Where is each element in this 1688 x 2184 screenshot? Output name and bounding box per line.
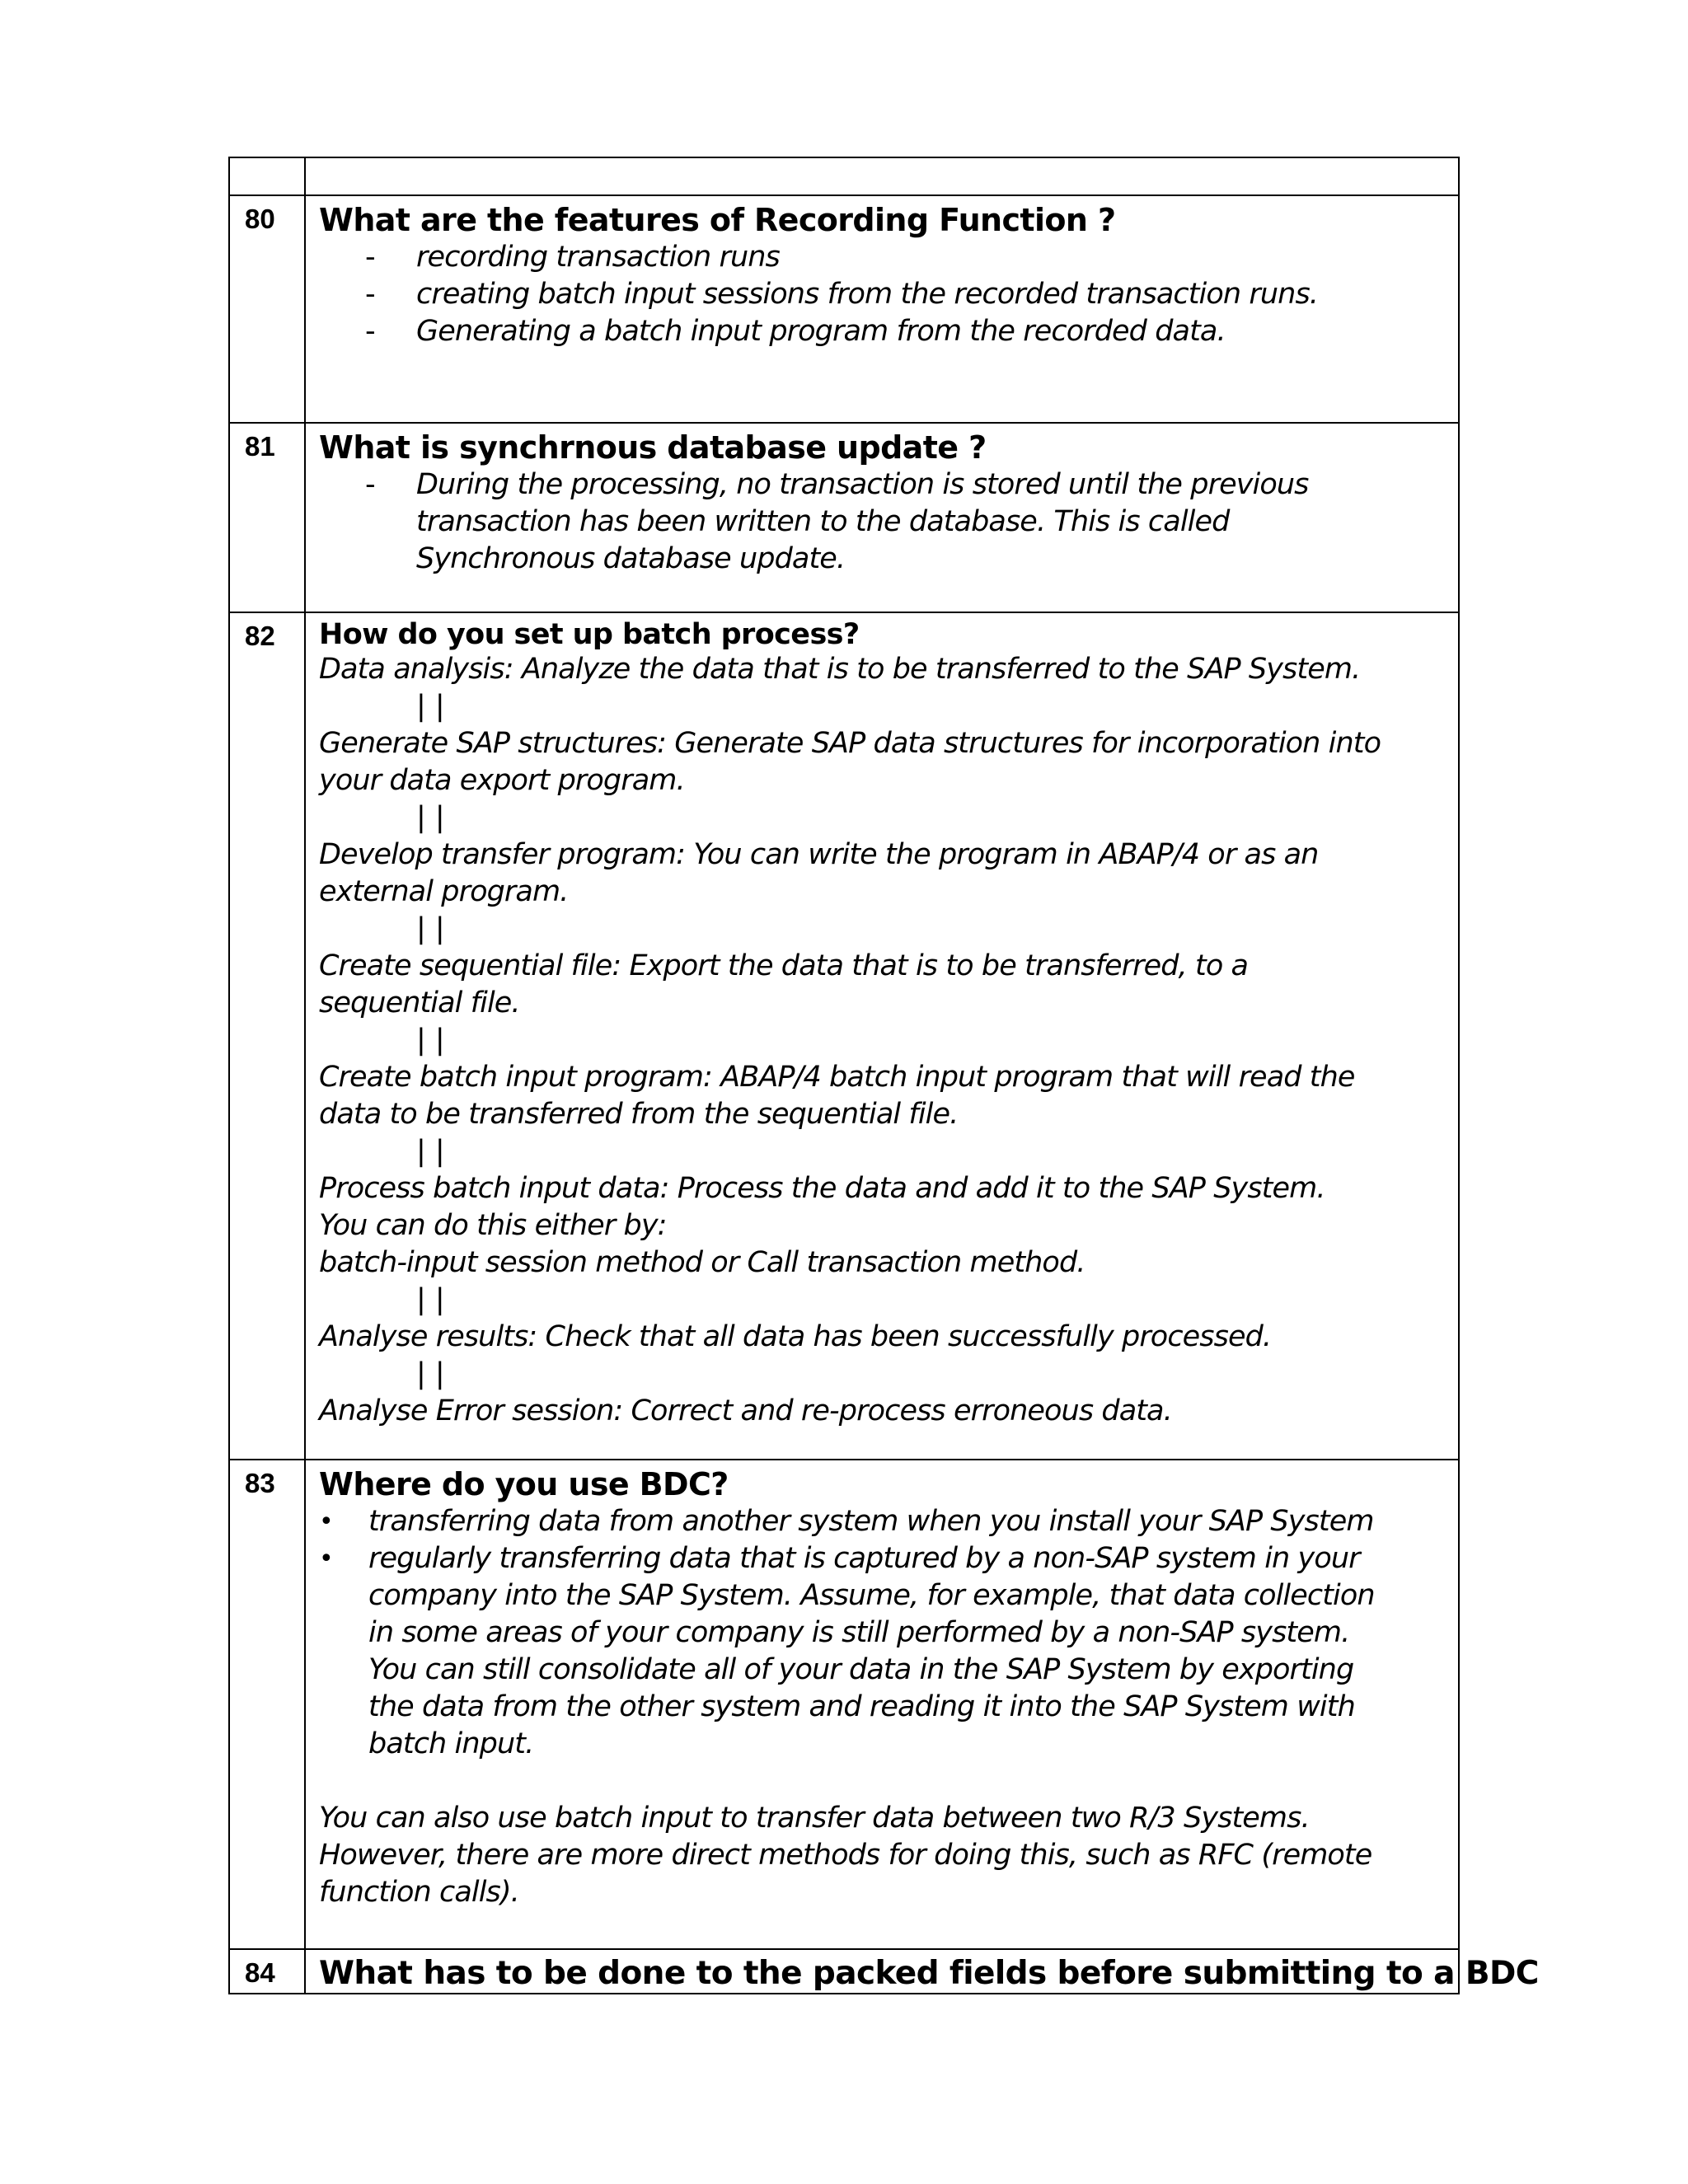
flow-connector: | | — [416, 801, 445, 834]
bullet-marker: • — [319, 1544, 333, 1573]
flow-connector: | | — [416, 1357, 445, 1390]
step-line: Process batch input data: Process the data and add it to the SAP System. — [319, 1172, 1325, 1205]
step-line: You can do this either by: — [319, 1209, 667, 1242]
dash-item: - During the processing, no transaction is stored until the previous — [319, 466, 1442, 504]
spacer — [319, 1763, 1442, 1800]
dash-item: - creating batch input sessions from the recorded transaction runs. — [319, 276, 1442, 313]
question-number: 80 — [229, 195, 305, 423]
bullet-item: • transferring data from another system when you install your SAP System — [319, 1503, 1442, 1540]
answer-cell — [305, 195, 1459, 423]
table-row — [229, 1460, 1459, 1949]
table-header-row — [229, 157, 1459, 195]
step-line: Data analysis: Analyze the data that is to be transferred to the SAP System. — [319, 653, 1361, 686]
bullet-continuation: batch input. — [368, 1727, 534, 1760]
note-line: function calls). — [319, 1876, 519, 1909]
dash-marker: - — [365, 315, 375, 348]
step-line: Create sequential file: Export the data that is to be transferred, to a — [319, 949, 1249, 982]
bullet-item: • regularly transferring data that is captured by a non-SAP system in your — [319, 1540, 1442, 1577]
qa-table — [228, 157, 1539, 1994]
step-line: external program. — [319, 875, 569, 908]
question-number: 81 — [229, 423, 305, 612]
question-number: 84 — [229, 1949, 305, 1994]
step-line: data to be transferred from the sequential file. — [319, 1098, 959, 1131]
table-row — [229, 1949, 1459, 1994]
question-title: What has to be done to the packed fields before submitting to a BDC — [319, 1955, 1539, 1992]
dash-marker: - — [365, 241, 375, 274]
bullet-continuation: the data from the other system and reading it into the SAP System with — [368, 1690, 1355, 1723]
flow-connector: | | — [416, 690, 445, 723]
question-number: 82 — [229, 612, 305, 1460]
dash-marker: - — [365, 278, 375, 311]
dash-item: - Generating a batch input program from the recorded data. — [319, 313, 1442, 350]
question-title: What are the features of Recording Function ? — [319, 202, 1116, 238]
answer-cell — [305, 612, 1459, 1460]
step-line: your data export program. — [319, 764, 685, 797]
step-line: batch-input session method or Call transaction method. — [319, 1246, 1085, 1279]
flow-connector: | | — [416, 1283, 445, 1316]
note-line: You can also use batch input to transfer data between two R/3 Systems. — [319, 1802, 1310, 1835]
flow-connector: | | — [416, 1135, 445, 1168]
answer-line: Synchronous database update. — [416, 542, 846, 575]
step-line: Analyse Error session: Correct and re-process erroneous data. — [319, 1394, 1172, 1427]
question-title: How do you set up batch process? — [319, 618, 860, 651]
dash-item: - recording transaction runs — [319, 239, 1442, 276]
bullet-continuation: You can still consolidate all of your data in the SAP System by exporting — [368, 1653, 1354, 1686]
step-line: Develop transfer program: You can write the program in ABAP/4 or as an — [319, 838, 1319, 871]
note-line: However, there are more direct methods for doing this, such as RFC (remote — [319, 1839, 1372, 1872]
question-title: What is synchrnous database update ? — [319, 429, 987, 466]
table-row — [229, 195, 1459, 423]
answer-line: transaction has been written to the database. This is called — [416, 505, 1230, 538]
step-line: sequential file. — [319, 987, 520, 1019]
flow-connector: | | — [416, 912, 445, 945]
step-line: Create batch input program: ABAP/4 batch input program that will read the — [319, 1061, 1355, 1094]
dash-marker: - — [365, 468, 375, 501]
bullet-marker: • — [319, 1507, 333, 1536]
question-title: Where do you use BDC? — [319, 1466, 729, 1502]
answer-cell — [305, 423, 1459, 612]
flow-connector: | | — [416, 1024, 445, 1057]
number-cell — [229, 157, 305, 195]
table-row — [229, 612, 1459, 1460]
answer-cell — [305, 1949, 1539, 1994]
content-cell — [305, 157, 1459, 195]
question-number: 83 — [229, 1460, 305, 1949]
answer-cell — [305, 1460, 1459, 1949]
bullet-continuation: in some areas of your company is still performed by a non-SAP system. — [368, 1616, 1350, 1649]
step-line: Analyse results: Check that all data has been successfully processed. — [319, 1320, 1272, 1353]
table-row — [229, 423, 1459, 612]
bullet-continuation: company into the SAP System. Assume, for example, that data collection — [368, 1579, 1375, 1612]
step-line: Generate SAP structures: Generate SAP data structures for incorporation into — [319, 727, 1381, 760]
